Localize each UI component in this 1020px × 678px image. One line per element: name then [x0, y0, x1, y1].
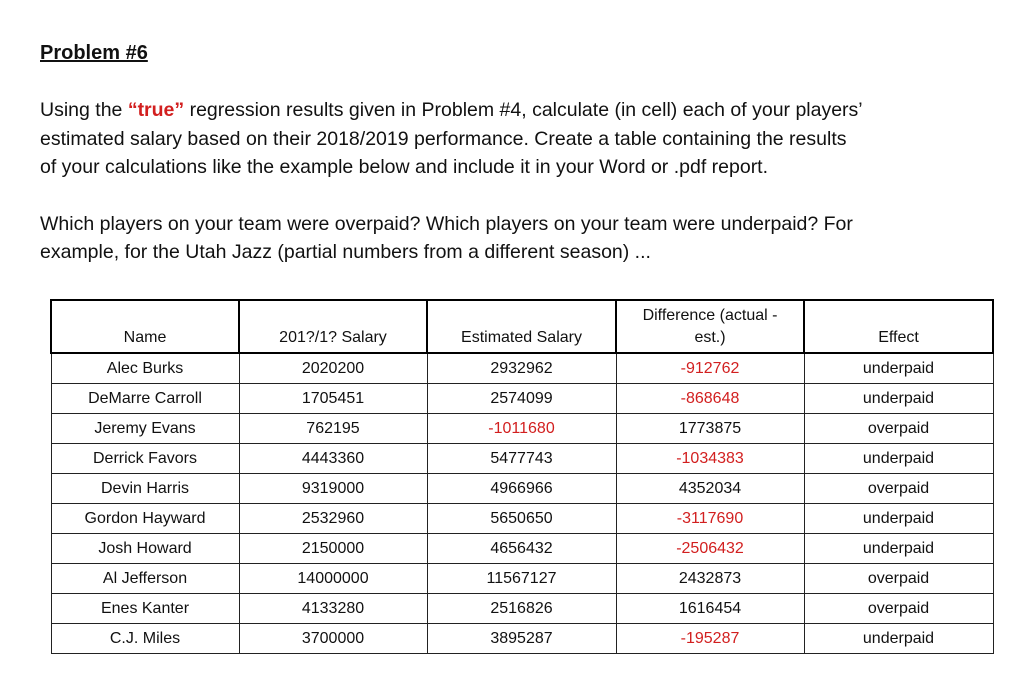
cell-effect: underpaid — [804, 534, 993, 564]
document-page — [40, 40, 1000, 267]
cell-effect: overpaid — [804, 414, 993, 444]
table-row — [51, 504, 993, 534]
cell-effect: underpaid — [804, 504, 993, 534]
cell-name: Devin Harris — [51, 474, 239, 504]
cell-estimated: 3895287 — [427, 624, 616, 654]
table-row — [51, 534, 993, 564]
cell-effect: underpaid — [804, 444, 993, 474]
cell-estimated: 4966966 — [427, 474, 616, 504]
header-difference — [616, 300, 804, 353]
cell-name: Alec Burks — [51, 353, 239, 384]
cell-salary: 3700000 — [239, 624, 427, 654]
cell-difference: -868648 — [616, 384, 804, 414]
cell-estimated: 2932962 — [427, 353, 616, 384]
cell-salary: 9319000 — [239, 474, 427, 504]
cell-effect: underpaid — [804, 624, 993, 654]
instructions-paragraph — [40, 96, 1000, 182]
instructions-text-line2: estimated salary based on their 2018/2019 performance. Create a table containing the results — [40, 127, 847, 150]
table-row — [51, 624, 993, 654]
cell-salary: 2150000 — [239, 534, 427, 564]
question-text-line1: Which players on your team were overpaid? Which players on your team were underpaid? For — [40, 212, 853, 235]
table-body — [51, 353, 993, 654]
cell-difference: 2432873 — [616, 564, 804, 594]
cell-effect: overpaid — [804, 564, 993, 594]
instructions-text-line3: of your calculations like the example below and include it in your Word or .pdf report. — [40, 156, 769, 178]
cell-salary: 4133280 — [239, 594, 427, 624]
cell-effect: underpaid — [804, 353, 993, 384]
cell-difference: -1034383 — [616, 444, 804, 474]
cell-estimated: 11567127 — [427, 564, 616, 594]
table-row — [51, 444, 993, 474]
cell-estimated: -1011680 — [427, 414, 616, 444]
true-highlight: “true” — [127, 99, 185, 121]
cell-estimated: 4656432 — [427, 534, 616, 564]
cell-effect: overpaid — [804, 474, 993, 504]
cell-effect: underpaid — [804, 384, 993, 414]
cell-effect: overpaid — [804, 594, 993, 624]
cell-name: Enes Kanter — [51, 594, 239, 624]
cell-estimated: 5477743 — [427, 444, 616, 474]
cell-difference: -3117690 — [616, 504, 804, 534]
cell-difference: 4352034 — [616, 474, 804, 504]
problem-title: Problem #6 — [40, 42, 148, 64]
cell-salary: 14000000 — [239, 564, 427, 594]
cell-salary: 762195 — [239, 414, 427, 444]
cell-salary: 1705451 — [239, 384, 427, 414]
cell-estimated: 2574099 — [427, 384, 616, 414]
question-text-line2: example, for the Utah Jazz (partial numbers from a different season) ... — [40, 241, 651, 263]
cell-difference: -195287 — [616, 624, 804, 654]
table-row — [51, 564, 993, 594]
instructions-text-part2: regression results given in Problem #4, calculate (in cell) each of your players’ — [184, 99, 863, 121]
header-difference-line1: Difference (actual - — [642, 307, 778, 324]
cell-difference: -912762 — [616, 353, 804, 384]
cell-salary: 2020200 — [239, 353, 427, 384]
table-row — [51, 414, 993, 444]
cell-name: DeMarre Carroll — [51, 384, 239, 414]
instructions-text-part1: Using the — [40, 99, 128, 121]
salary-results-table — [50, 299, 994, 654]
cell-name: Josh Howard — [51, 534, 239, 564]
cell-estimated: 2516826 — [427, 594, 616, 624]
cell-difference: 1616454 — [616, 594, 804, 624]
table-row — [51, 474, 993, 504]
table-row — [51, 594, 993, 624]
cell-name: C.J. Miles — [51, 624, 239, 654]
cell-name: Al Jefferson — [51, 564, 239, 594]
cell-difference: -2506432 — [616, 534, 804, 564]
header-salary: 201?/1? Salary — [239, 300, 427, 353]
cell-estimated: 5650650 — [427, 504, 616, 534]
question-paragraph — [40, 210, 1000, 267]
header-difference-line2: est.) — [694, 329, 726, 346]
header-effect: Effect — [804, 300, 993, 353]
cell-difference: 1773875 — [616, 414, 804, 444]
cell-salary: 4443360 — [239, 444, 427, 474]
cell-salary: 2532960 — [239, 504, 427, 534]
header-name: Name — [51, 300, 239, 353]
cell-name: Gordon Hayward — [51, 504, 239, 534]
table-header-row — [51, 300, 993, 353]
cell-name: Derrick Favors — [51, 444, 239, 474]
header-estimated-salary: Estimated Salary — [427, 300, 616, 353]
table-row — [51, 384, 993, 414]
table-row — [51, 353, 993, 384]
cell-name: Jeremy Evans — [51, 414, 239, 444]
